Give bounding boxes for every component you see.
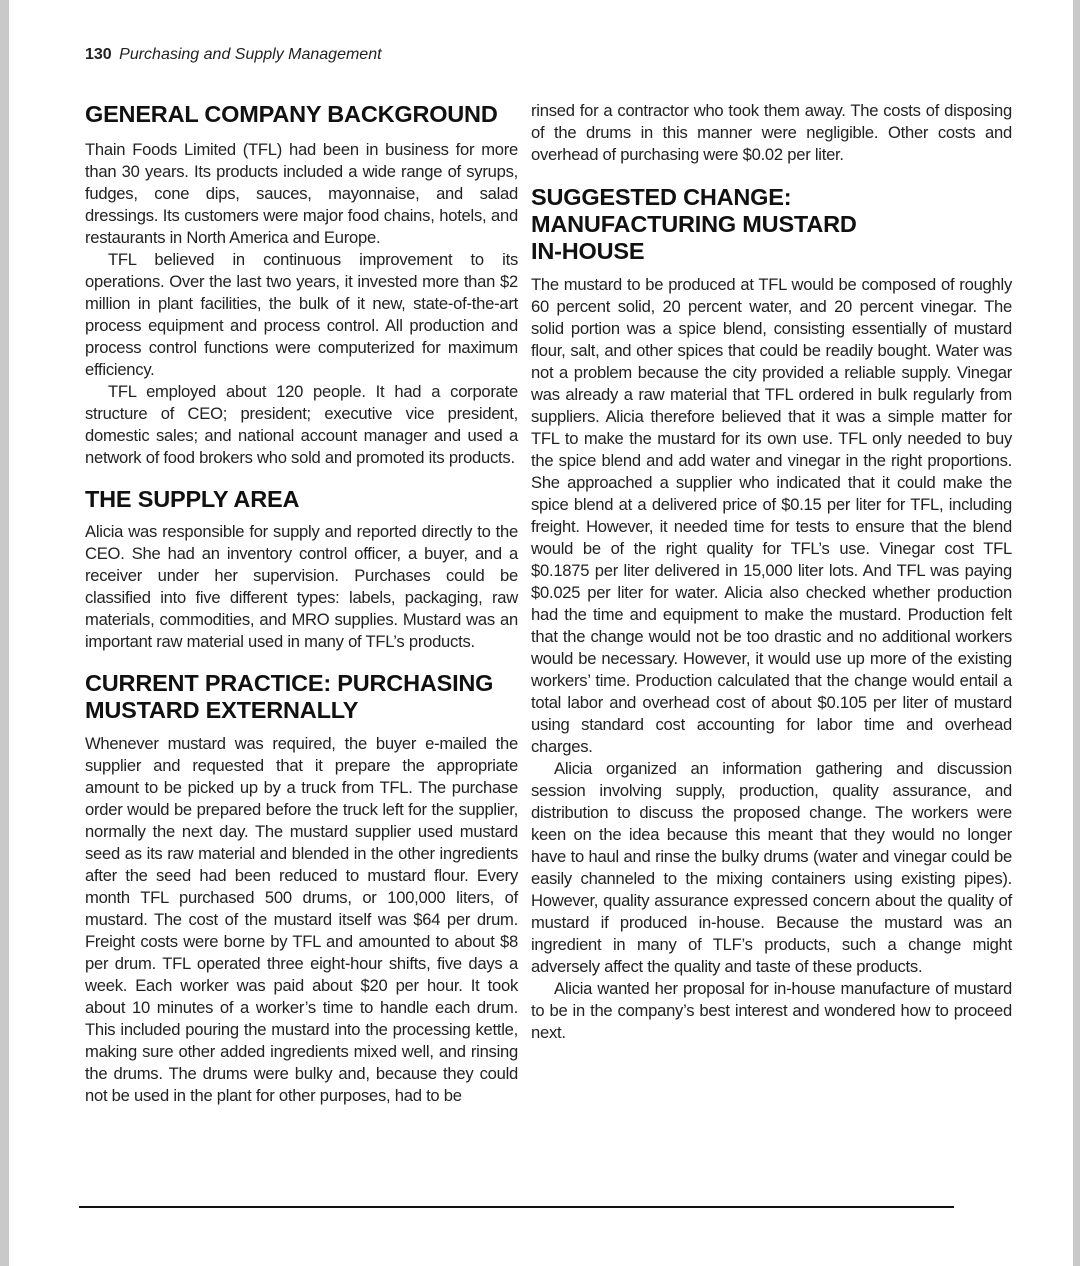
heading-supply-area: THE SUPPLY AREA — [85, 486, 300, 512]
paragraph-background-1: Thain Foods Limited (TFL) had been in business for more than 30 years. Its products included a wide range of syrups, fudges, cone dips, sauces, mayonnaise, and salad dressings. Its customers were major food chains, hotels, and restaurants in North America and Europe. — [85, 140, 518, 247]
heading-suggested-change-line1: SUGGESTED CHANGE: — [531, 184, 792, 210]
paragraph-suggested-change-2: Alicia organized an information gathering and discussion session involving supply, production, quality assurance, and distribution to discuss the proposed change. The workers were keen on the idea because this meant that they would no longer have to haul and rinse the bulky drums (water and vinegar could be easily channeled to the mixing containers using existing pipes). However, quality assurance expressed concern about the quality of mustard if produced in-house. Because the mustard was an ingredient in many of TLF’s products, such a change might adversely affect the quality and taste of these products. — [531, 759, 1012, 976]
running-head — [85, 45, 382, 65]
heading-general-background: GENERAL COMPANY BACKGROUND — [85, 101, 498, 127]
book-title: Purchasing and Supply Management — [119, 46, 382, 63]
heading-suggested-change-line2: MANUFACTURING MUSTARD — [531, 211, 857, 237]
paragraph-suggested-change-1: The mustard to be produced at TFL would be composed of roughly 60 percent solid, 20 percent water, and 20 percent vinegar. The solid portion was a spice blend, consisting essentially of mustard flour, salt, and other spices that could be readily bought. Water was not a problem because the city provided a reliable supply. Vinegar was already a raw material that TFL ordered in bulk regularly from suppliers. Alicia therefore believed that it was a simple matter for TFL to make the mustard for its own use. TFL only needed to buy the spice blend and add water and vinegar in the right proportions. She approached a supplier who indicated that it could make the spice blend at a delivered price of $0.15 per liter for TFL, including freight. However, it needed time for tests to ensure that the blend would be of the right quality for TFL’s use. Vinegar cost TFL $0.1875 per liter delivered in 15,000 liter lots. And TFL was paying $0.025 per liter for water. Alicia also checked whether production had the time and equipment to make the mustard. Production felt that the change would not be too drastic and no additional workers would be necessary. However, it would use up more of the existing workers’ time. Production calculated that the change would entail a total labor and overhead cost of about $0.105 per liter of mustard using standard cost accounting for labor time and overhead charges. — [531, 275, 1012, 756]
page-edge-right — [1073, 0, 1080, 1266]
heading-suggested-change-line3: IN-HOUSE — [531, 238, 645, 264]
paragraph-background-2: TFL believed in continuous improvement to its operations. Over the last two years, it invested more than $2 million in plant facilities, the bulk of it new, state-of-the-art process equipment and process control. All production and process control functions were computerized for maximum efficiency. — [85, 250, 518, 379]
paragraph-current-practice-continued: rinsed for a contractor who took them away. The costs of disposing of the drums in this manner were negligible. Other costs and overhead of purchasing were $0.02 per liter. — [531, 101, 1012, 164]
page-number: 130 — [85, 46, 112, 63]
paragraph-suggested-change-3: Alicia wanted her proposal for in-house manufacture of mustard to be in the company’s best interest and wondered how to proceed next. — [531, 979, 1012, 1042]
bottom-rule — [79, 1206, 954, 1208]
page-edge-left — [0, 0, 9, 1266]
heading-current-practice — [85, 670, 518, 724]
left-column — [85, 100, 518, 1107]
heading-suggested-change — [531, 184, 1012, 265]
right-column — [531, 100, 1012, 1044]
paragraph-current-practice: Whenever mustard was required, the buyer e-mailed the supplier and requested that it prepare the appropriate amount to be picked up by a truck from TFL. The purchase order would be prepared before the truck left for the supplier, normally the next day. The mustard supplier used mustard seed as its raw material and blended in the other ingredients after the seed had been reduced to mustard flour. Every month TFL purchased 500 drums, or 100,000 liters, of mustard. The cost of the mustard itself was $64 per drum. Freight costs were borne by TFL and amounted to about $8 per drum. TFL operated three eight-hour shifts, five days a week. Each worker was paid about $20 per hour. It took about 10 minutes of a worker’s time to handle each drum. This included pouring the mustard into the processing kettle, making sure other added ingredients mixed well, and rinsing the drums. The drums were bulky and, because they could not be used in the plant for other purposes, had to be — [85, 734, 518, 1105]
heading-current-practice-line2: MUSTARD EXTERNALLY — [85, 697, 359, 723]
paragraph-background-3: TFL employed about 120 people. It had a corporate structure of CEO; president; executive vice president, domestic sales; and national account manager and used a network of food brokers who sold and promoted its products. — [85, 382, 518, 467]
heading-current-practice-line1: CURRENT PRACTICE: PURCHASING — [85, 670, 494, 696]
paragraph-supply-area: Alicia was responsible for supply and reported directly to the CEO. She had an inventory control officer, a buyer, and a receiver under her supervision. Purchases could be classified into five different types: labels, packaging, raw materials, commodities, and MRO supplies. Mustard was an important raw material used in many of TFL’s products. — [85, 522, 518, 651]
